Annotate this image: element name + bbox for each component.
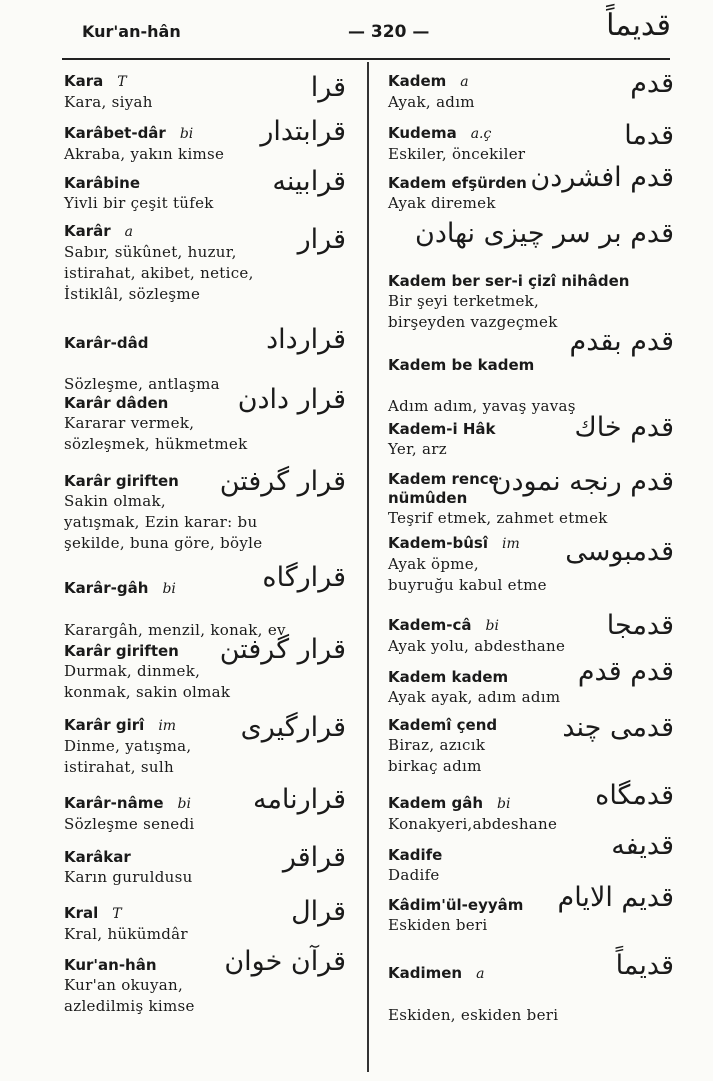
dictionary-entry: [388, 830, 674, 886]
dictionary-entry: [64, 784, 346, 835]
entry-headword: Kadem be kadem: [388, 356, 535, 374]
entry-arabic-script: قديفه: [611, 830, 674, 861]
entry-origin-tag: T: [117, 74, 127, 90]
dictionary-entry: [388, 412, 674, 460]
entry-headword: Karâr giriften: [64, 472, 179, 490]
entry-arabic-script: قدم افشردن: [530, 162, 674, 193]
entry-origin-tag: im: [502, 536, 520, 552]
entry-arabic-script: قرابينه: [272, 166, 346, 197]
entry-definition: Ayak öpme, buyruğu kabul etme: [388, 555, 547, 594]
header-rule: [62, 58, 670, 60]
dictionary-entry: [64, 896, 346, 945]
page-header: [0, 0, 713, 62]
entry-headword: Karâbine: [64, 174, 140, 192]
entry-definition: Ayak diremek: [388, 194, 496, 212]
entry-headword: Kara T: [64, 72, 127, 90]
page-number: — 320 —: [348, 22, 430, 42]
entry-origin-tag: im: [158, 718, 177, 734]
entry-headword: Kadem-bûsî im: [388, 534, 520, 552]
dictionary-entry: [388, 272, 674, 333]
entry-origin-tag: bi: [179, 126, 194, 142]
entry-arabic-script: قرابتدار: [260, 116, 346, 147]
dictionary-entry: [64, 634, 346, 703]
entry-arabic-script: قرارنامه: [252, 784, 346, 815]
entry-definition: Sözleşme senedi: [64, 815, 195, 833]
entry-headword: Kadem-câ bi: [388, 616, 499, 634]
entry-definition: Ayak yolu, abdesthane: [388, 637, 566, 655]
running-head-arabic: قديماً: [606, 8, 671, 43]
entry-definition: Karargâh, menzil, konak, ev: [64, 621, 286, 639]
entry-headword: Kademî çend: [388, 716, 498, 734]
entry-definition: Yer, arz: [388, 440, 447, 458]
entry-definition: Eskiden, eskiden beri: [388, 1006, 559, 1024]
entry-definition: Kur'an okuyan, azledilmiş kimse: [64, 976, 195, 1015]
entry-arabic-script: قديماً: [615, 950, 674, 981]
entry-arabic-script: قدمبوسى: [565, 536, 674, 567]
dictionary-entry: [64, 166, 346, 214]
entry-arabic-script: قرار گرفتن: [219, 634, 346, 665]
dictionary-entry: [388, 326, 674, 417]
entry-arabic-script: قدمى چند: [562, 712, 674, 743]
entry-headword: Kadimen a: [388, 964, 485, 982]
dictionary-entry: [64, 466, 346, 554]
dictionary-entry: [388, 120, 674, 165]
entry-headword: Kadem rence nümûden: [388, 470, 499, 507]
entry-arabic-script: قدم رنجه نمودن: [491, 466, 674, 497]
dictionary-entry: [64, 562, 346, 641]
entry-definition: Sakin olmak, yatışmak, Ezin karar: bu şekilde, buna göre, böyle: [64, 492, 263, 552]
entry-definition: Kara, siyah: [64, 93, 153, 111]
entry-arabic-script: قدم قدم: [577, 656, 674, 687]
entry-arabic-script: قرار دادن: [237, 384, 346, 415]
entry-headword: Kâdim'ül-eyyâm: [388, 896, 524, 914]
entry-arabic-script: قرال: [291, 896, 346, 927]
entry-definition: Dadife: [388, 866, 440, 884]
entry-arabic-script: قدما: [624, 120, 674, 151]
entry-headword: Karâr dâden: [64, 394, 169, 412]
entry-headword: Kadem gâh bi: [388, 794, 511, 812]
entry-definition: Dinme, yatışma, istirahat, sulh: [64, 737, 192, 776]
dictionary-entry: [388, 610, 674, 657]
entry-origin-tag: bi: [177, 796, 191, 812]
entry-headword: Kadem-i Hâk: [388, 420, 496, 438]
entry-definition: Sözleşme, antlaşma: [64, 375, 220, 393]
entry-headword: Kadem ber ser-i çizî nihâden: [388, 272, 630, 290]
entry-arabic-script: قراقر: [282, 842, 346, 873]
entry-arabic-script: قرار گرفتن: [219, 466, 346, 497]
dictionary-entry: [388, 656, 674, 708]
entry-headword: Karâkar: [64, 848, 131, 866]
entry-headword: Karâr a: [64, 222, 134, 240]
dictionary-entry: [388, 534, 674, 596]
dictionary-entry: [64, 116, 346, 165]
entry-headword: Karâr-nâme bi: [64, 794, 191, 812]
entry-headword: Kral T: [64, 904, 122, 922]
dictionary-entry: [64, 946, 346, 1017]
entry-arabic-script: قدم بقدم: [569, 326, 674, 357]
entry-definition: Eskiler, öncekiler: [388, 145, 526, 163]
entry-definition: Kararar vermek, sözleşmek, hükmetmek: [64, 414, 248, 453]
entry-arabic-script: قدم بر سر چيزى نهادن: [415, 218, 674, 249]
entry-arabic-script: قرار: [297, 224, 346, 255]
entry-arabic-script: قديم الايام: [557, 882, 674, 913]
entry-definition: Teşrif etmek, zahmet etmek: [388, 509, 608, 527]
entry-arabic-script: قدمجا: [606, 610, 674, 641]
entry-headword: Karâr girî im: [64, 716, 177, 734]
entry-headword: Kadem efşürden: [388, 174, 527, 192]
entry-definition: Sabır, sükûnet, huzur, istirahat, akibet, netice, İstiklâl, sözleşme: [64, 243, 254, 303]
dictionary-entry: [388, 712, 674, 777]
entry-origin-tag: a: [460, 74, 469, 90]
entry-headword: Karâr-dâd: [64, 334, 149, 352]
entry-origin-tag: bi: [485, 618, 499, 634]
entry-arabic-script: قرارداد: [266, 324, 346, 355]
entry-definition: Durmak, dinmek, konmak, sakin olmak: [64, 662, 231, 701]
dictionary-entry: [388, 68, 674, 113]
entry-headword: Karâr giriften: [64, 642, 179, 660]
entry-headword: Kur'an-hân: [64, 956, 157, 974]
dictionary-entry: [388, 950, 674, 1026]
entry-definition: Ayak ayak, adım adım: [388, 688, 561, 706]
dictionary-entry: [388, 882, 674, 936]
entry-definition: Eskiden beri: [388, 916, 488, 934]
entry-definition: Akraba, yakın kimse: [64, 145, 225, 163]
dictionary-entry: [64, 222, 346, 305]
entry-origin-tag: bi: [162, 581, 176, 597]
dictionary-entry: [388, 780, 674, 835]
entry-origin-tag: a: [476, 966, 485, 982]
entry-origin-tag: a: [124, 224, 134, 240]
entry-definition: Biraz, azıcık birkaç adım: [388, 736, 486, 775]
entry-definition: Karın guruldusu: [64, 868, 193, 886]
entry-headword: Kadem a: [388, 72, 469, 90]
entry-arabic-script: قدم: [630, 68, 674, 99]
entry-definition: Yivli bir çeşit tüfek: [64, 194, 214, 212]
column-divider: [367, 62, 369, 1072]
dictionary-entry: [64, 712, 346, 778]
entry-arabic-script: قرارگيرى: [240, 712, 346, 743]
entry-arabic-script: قرآن خوان: [224, 946, 346, 977]
entry-arabic-script: قدم خاك: [574, 412, 674, 443]
dictionary-entry: [64, 72, 346, 113]
entry-definition: Konakyeri,abdeshane: [388, 815, 558, 833]
entry-headword: Kudema a.ç: [388, 124, 492, 142]
entry-definition: Ayak, adım: [388, 93, 475, 111]
running-head: Kur'an-hân: [82, 22, 181, 41]
entry-origin-tag: bi: [497, 796, 511, 812]
entry-headword: Kadem kadem: [388, 668, 509, 686]
dictionary-entry: [388, 466, 674, 529]
dictionary-entry: [64, 842, 346, 888]
entry-origin-tag: a.ç: [470, 126, 492, 142]
entry-headword: Kadife: [388, 846, 443, 864]
entry-definition: Adım adım, yavaş yavaş: [388, 397, 576, 415]
entry-definition: Kral, hükümdâr: [64, 925, 188, 943]
entry-arabic-script: قدمگاه: [595, 780, 674, 811]
entry-headword: Karâr-gâh bi: [64, 579, 176, 597]
entry-origin-tag: T: [112, 906, 122, 922]
entry-arabic-script: قرا: [310, 72, 346, 103]
entry-headword: Karâbet-dâr bi: [64, 124, 194, 142]
dictionary-entry: [388, 162, 674, 214]
entry-definition: Bir şeyi terketmek, birşeyden vazgeçmek: [388, 292, 558, 331]
entry-arabic-script: قرارگاه: [262, 562, 346, 593]
